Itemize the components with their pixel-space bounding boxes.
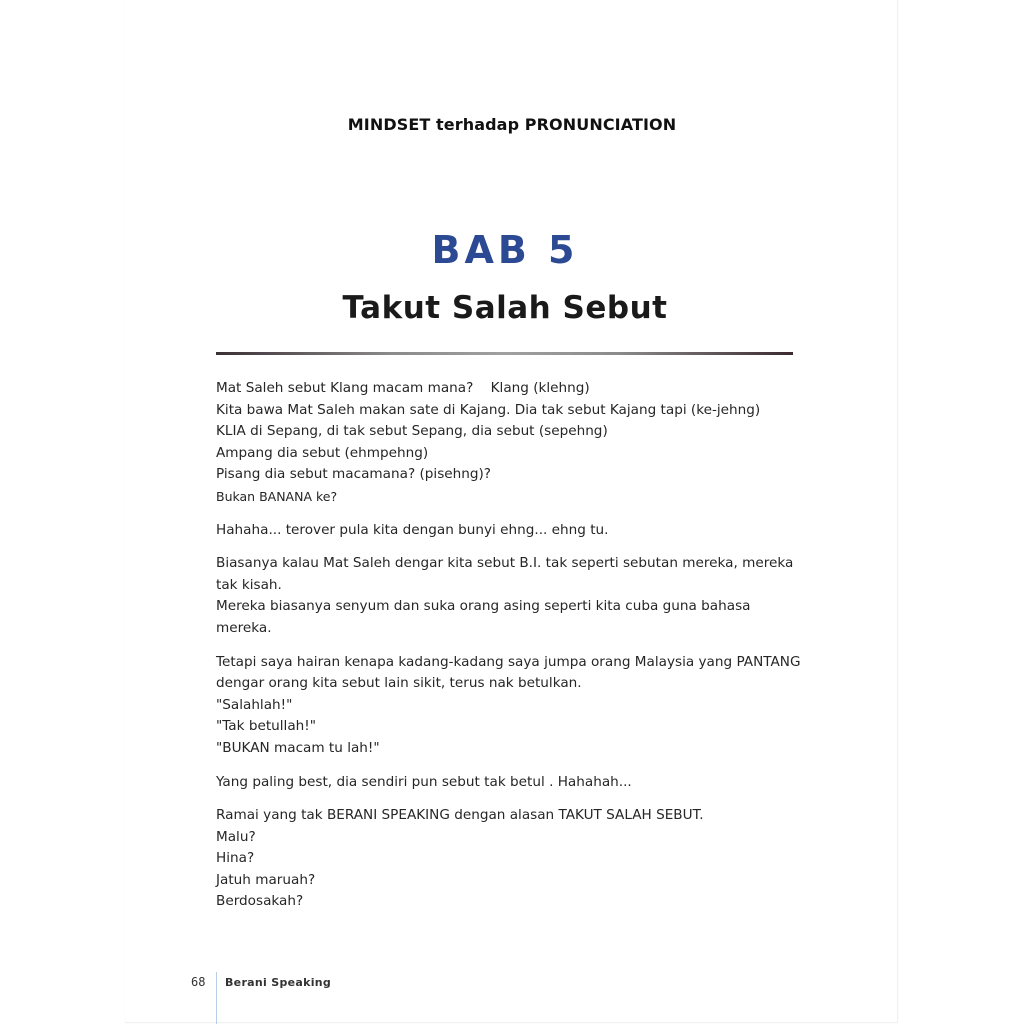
question-line: Jatuh maruah? [216, 871, 316, 888]
book-title: Berani Speaking [225, 976, 332, 989]
quote-line: "Salahlah!" [216, 696, 293, 713]
running-head: MINDSET terhadap PRONUNCIATION [347, 115, 677, 134]
question-line: Hina? [216, 850, 255, 867]
text-line: Mereka biasanya senyum dan suka orang asing seperti kita cuba guna bahasa mereka. [216, 598, 751, 636]
title-divider [216, 352, 793, 355]
question-line: Malu? [216, 828, 256, 845]
page-footer [0, 972, 1024, 1024]
text-line: Tetapi saya hairan kenapa kadang-kadang saya jumpa orang Malaysia yang PANTANG dengar orang kita sebut lain sikit, terus nak betulkan. [216, 653, 801, 692]
text-line: Biasanya kalau Mat Saleh dengar kita sebut B.I. tak seperti sebutan mereka, mereka tak kisah. [216, 555, 794, 593]
text-line: Mat Saleh sebut Klang macam mana? Klang (klehng) [216, 380, 590, 396]
chapter-title: Takut Salah Sebut [342, 290, 668, 326]
chapter-number: BAB 5 [431, 228, 579, 272]
quote-line: "BUKAN macam tu lah!" [216, 739, 380, 756]
paragraph-questions [216, 805, 806, 913]
text-line: Bukan BANANA ke? [216, 488, 338, 504]
paragraph-mat-saleh [216, 553, 806, 639]
paragraph-laugh [216, 520, 806, 542]
paragraph-place-names [216, 378, 806, 508]
text-line: KLIA di Sepang, di tak sebut Sepang, dia sebut (sepehng) [216, 423, 608, 440]
page-number: 68 [191, 975, 206, 989]
footer-divider [216, 972, 217, 1024]
text-line: Pisang dia sebut macamana? (pisehng)? [216, 466, 492, 483]
question-line: Berdosakah? [216, 893, 304, 910]
text-line: Ampang dia sebut (ehmpehng) [216, 444, 429, 461]
text-line: Ramai yang tak BERANI SPEAKING dengan alasan TAKUT SALAH SEBUT. [216, 807, 704, 824]
text-line: Kita bawa Mat Saleh makan sate di Kajang. Dia tak sebut Kajang tapi (ke-jehng) [216, 401, 761, 418]
chapter-body [216, 378, 806, 925]
quote-line: "Tak betullah!" [216, 718, 316, 735]
text-line: Yang paling best, dia sendiri pun sebut tak betul . Hahahah... [216, 773, 632, 790]
paragraph-best [216, 772, 806, 794]
text-line: Hahaha... terover pula kita dengan bunyi ehng... ehng tu. [216, 521, 609, 538]
paragraph-correction [216, 652, 806, 760]
